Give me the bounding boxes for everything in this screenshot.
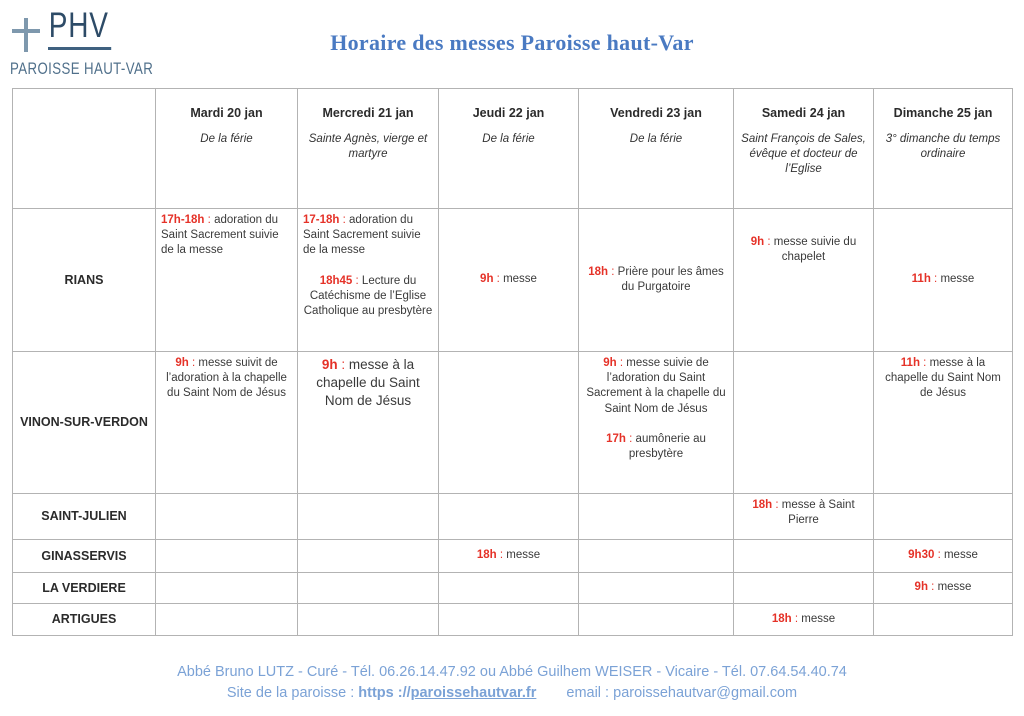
time-value: 9h [750,236,765,248]
time-value: 11h [911,273,931,286]
schedule-cell [439,604,579,636]
parish-website-link[interactable]: paroissehautvar.fr [410,685,537,701]
feast-label: 3° dimanche du temps ordinaire [885,133,1001,160]
event-text: messe à la chapelle du Saint Nom de Jésus [885,357,1001,400]
schedule-cell [439,573,579,604]
colon-separator: : [204,214,215,226]
feast-label: De la férie [482,133,535,145]
location-label: ARTIGUES [13,604,156,636]
location-label: LA VERDIERE [13,573,156,604]
time-value: 9h30 [908,549,935,562]
colon-separator: : [352,274,362,287]
colon-separator: : [337,357,349,372]
event-text: Prière pour les âmes du Purgatoire [617,265,724,293]
colon-separator: : [791,612,802,625]
day-header [734,89,874,209]
schedule-cell [579,352,734,494]
colon-separator: : [625,432,636,445]
page-title: Horaire des messes Paroisse haut-Var [330,30,694,55]
schedule-cell [734,573,874,604]
schedule-cell [579,540,734,573]
schedule-cell [874,540,1013,573]
colon-separator: : [608,265,618,278]
footer-contacts: Abbé Bruno LUTZ - Curé - Tél. 06.26.14.47.92 ou Abbé Guilhem WEISER - Vicaire - Tél. 07.64.54.40.74 [177,664,847,680]
feast-label: De la férie [629,133,683,145]
time-value: 11h [900,357,920,369]
schedule-cell [298,494,439,540]
feast-label: Saint François de Sales, évêque et docteur de l’Eglise [741,133,866,175]
schedule-cell [579,209,734,352]
event-text: messe à Saint Pierre [781,499,855,527]
event-text: adoration du Saint Sacrement suivie de la messe [303,214,421,257]
colon-separator: : [339,214,350,226]
day-name: Vendredi 23 jan [610,106,702,120]
schedule-cell [734,540,874,573]
protocol-label: https :// [358,685,411,701]
schedule-cell [439,540,579,573]
schedule-cell [439,494,579,540]
location-label: VINON-SUR-VERDON [13,352,156,494]
day-header [439,89,579,209]
email-address: paroissehautvar@gmail.com [613,685,798,701]
colon-separator: : [919,357,930,369]
schedule-cell [874,604,1013,636]
schedule-cell [156,352,298,494]
schedule-cell [156,604,298,636]
schedule-cell [874,209,1013,352]
location-label: SAINT-JULIEN [13,494,156,540]
schedule-cell [298,540,439,573]
time-value: 9h [321,357,338,372]
feast-label: Sainte Agnès, vierge et martyre [308,133,428,160]
time-value: 17h-18h [161,214,205,226]
time-value: 18h45 [319,274,353,287]
day-name: Mercredi 21 jan [322,106,414,120]
event-text: messe [506,549,541,562]
schedule-cell [579,494,734,540]
schedule-cell [579,604,734,636]
time-value: 17h [606,432,626,445]
time-value: 18h [476,549,497,562]
time-value: 9h [175,357,189,369]
colon-separator: : [764,236,774,248]
day-name: Mardi 20 jan [190,106,263,120]
colon-separator: : [496,549,507,562]
time-value: 9h [480,273,494,286]
day-header [874,89,1013,209]
day-header [579,89,734,209]
event-text: messe suivie de l’adoration du Saint Sacrement à la chapelle du Saint Nom de Jésus [586,357,726,415]
schedule-cell [298,352,439,494]
colon-separator: : [934,549,944,562]
logo-subtitle: PAROISSE HAUT-VAR [10,59,154,78]
location-label: RIANS [13,209,156,352]
time-value: 18h [588,265,609,278]
schedule-cell [439,209,579,352]
day-name: Jeudi 22 jan [472,106,545,120]
schedule-cell [439,352,579,494]
colon-separator: : [927,581,938,594]
colon-separator: : [616,357,627,369]
schedule-cell [734,352,874,494]
schedule-cell [734,494,874,540]
day-name: Samedi 24 jan [761,106,846,120]
colon-separator: : [772,499,782,511]
schedule-cell [734,209,874,352]
site-label: Site de la paroisse : [226,685,359,701]
event-text: messe [801,612,836,625]
schedule-cell [298,604,439,636]
location-label: GINASSERVIS [13,540,156,573]
time-value: 9h [914,581,928,594]
mass-schedule-table [12,88,1013,636]
schedule-wrap [12,88,1013,636]
schedule-cell [156,209,298,352]
time-value: 18h [752,499,773,511]
footer-links [0,683,1024,704]
event-text: messe [940,273,975,286]
schedule-cell [298,209,439,352]
email-label: email : [566,685,614,701]
schedule-cell [298,573,439,604]
schedule-cell [734,604,874,636]
day-name: Dimanche 25 jan [893,106,993,120]
time-value: 9h [603,357,617,369]
colon-separator: : [493,273,504,286]
day-header [298,89,439,209]
logo-acronym: PHV [48,8,111,50]
event-text: messe suivit de l’adoration à la chapelle du Saint Nom de Jésus [166,357,287,400]
schedule-cell [874,352,1013,494]
schedule-cell [156,494,298,540]
event-text: messe [937,581,972,594]
colon-separator: : [188,357,199,369]
corner-cell [13,89,156,209]
schedule-cell [874,573,1013,604]
colon-separator: : [930,273,941,286]
event-text: messe à la chapelle du Saint Nom de Jésus [316,357,420,409]
feast-label: De la férie [200,133,253,145]
schedule-cell [156,573,298,604]
event-text: messe [503,273,537,286]
time-value: 18h [771,612,792,625]
event-text: aumônerie au presbytère [628,432,706,460]
event-text: messe [943,549,978,562]
schedule-cell [156,540,298,573]
schedule-cell [579,573,734,604]
footer [0,662,1024,704]
event-text: messe suivie du chapelet [773,236,857,264]
schedule-cell [874,494,1013,540]
time-value: 17-18h [303,214,340,226]
day-header [156,89,298,209]
event-text: Lecture du Catéchisme de l’Eglise Catholique au presbytère [303,274,433,317]
event-text: adoration du Saint Sacrement suivie de la messe [161,214,279,257]
